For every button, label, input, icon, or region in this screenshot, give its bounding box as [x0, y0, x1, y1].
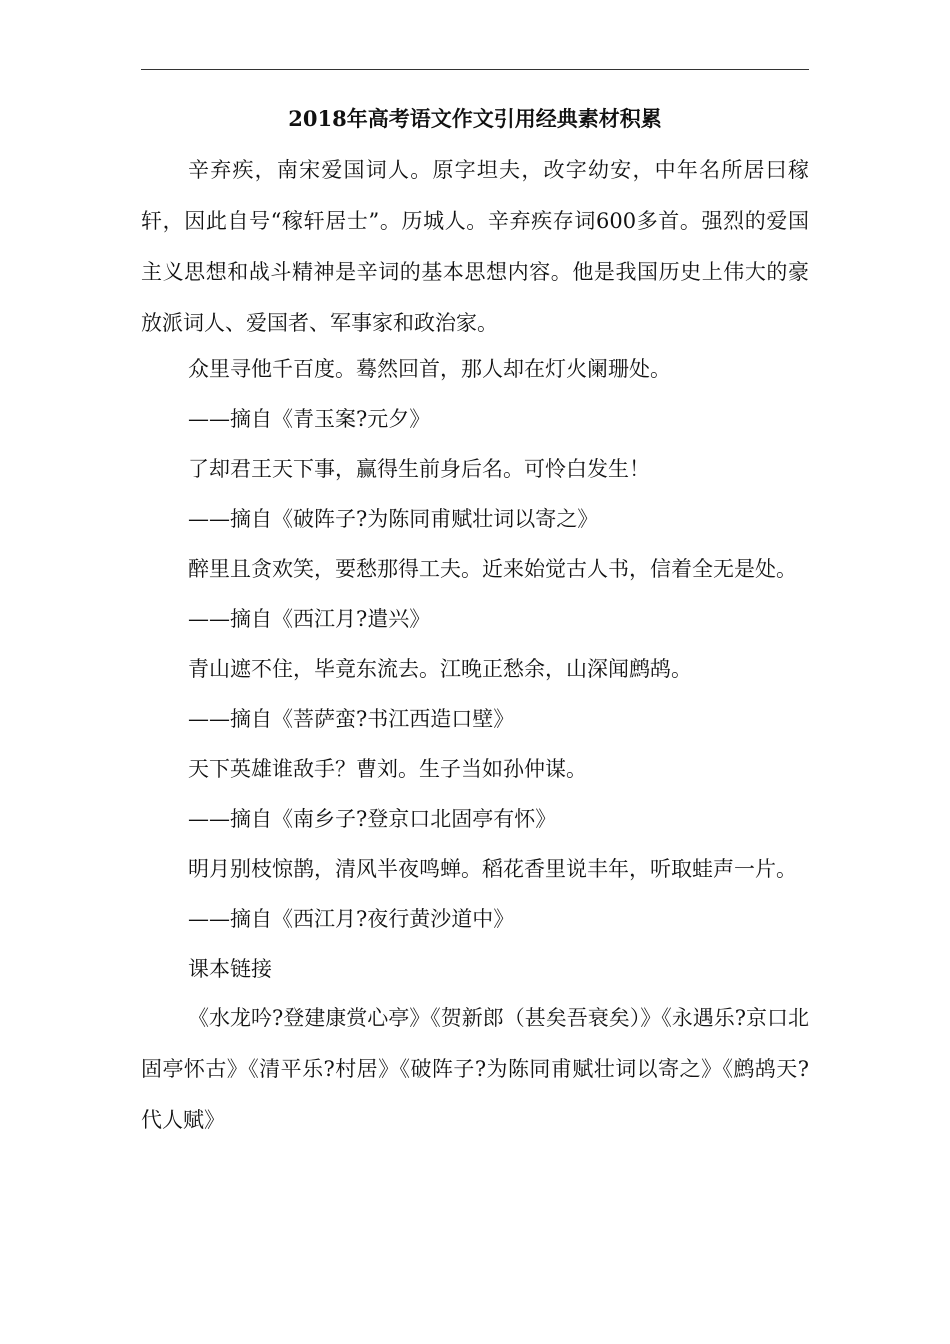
document-title: 2018年高考语文作文引用经典素材积累: [288, 106, 662, 131]
textbook-links: 《水龙吟?登建康赏心亭》《贺新郎（甚矣吾衰矣）》《永遇乐?京口北固亭怀古》《清平乐?村居》《破阵子?为陈同甫赋壮词以寄之》《鹧鸪天?代人赋》: [141, 1006, 810, 1132]
header-rule: [141, 69, 809, 70]
quote-source: ——摘自《西江月?夜行黄沙道中》: [188, 907, 515, 931]
intro-paragraph: 辛弃疾，南宋爱国词人。原字坦夫，改字幼安，中年名所居曰稼轩，因此自号“稼轩居士”。历城人。辛弃疾存词600多首。强烈的爱国主义思想和战斗精神是辛词的基本思想内容。他是我国历史上伟大的豪放派词人、爱国者、军事家和政治家。: [141, 158, 809, 335]
quote-text: 明月别枝惊鹊，清风半夜鸣蝉。稻花香里说丰年，听取蛙声一片。: [188, 857, 797, 881]
quote-text: 青山遮不住，毕竟东流去。江晚正愁余，山深闻鹧鸪。: [188, 657, 692, 681]
quote-source: ——摘自《菩萨蛮?书江西造口壁》: [188, 707, 515, 731]
quote-text: 众里寻他千百度。蓦然回首，那人却在灯火阑珊处。: [188, 357, 671, 381]
quote-text: 天下英雄谁敌手？曹刘。生子当如孙仲谋。: [188, 757, 587, 781]
quote-source: ——摘自《南乡子?登京口北固亭有怀》: [188, 807, 557, 831]
quote-source: ——摘自《西江月?遣兴》: [188, 607, 431, 631]
quote-source: ——摘自《破阵子?为陈同甫赋壮词以寄之》: [188, 507, 599, 531]
quote-source: ——摘自《青玉案?元夕》: [188, 407, 431, 431]
quote-text: 醉里且贪欢笑，要愁那得工夫。近来始觉古人书，信着全无是处。: [188, 557, 797, 581]
quote-text: 了却君王天下事，赢得生前身后名。可怜白发生！: [188, 457, 650, 481]
textbook-heading: 课本链接: [188, 957, 272, 981]
